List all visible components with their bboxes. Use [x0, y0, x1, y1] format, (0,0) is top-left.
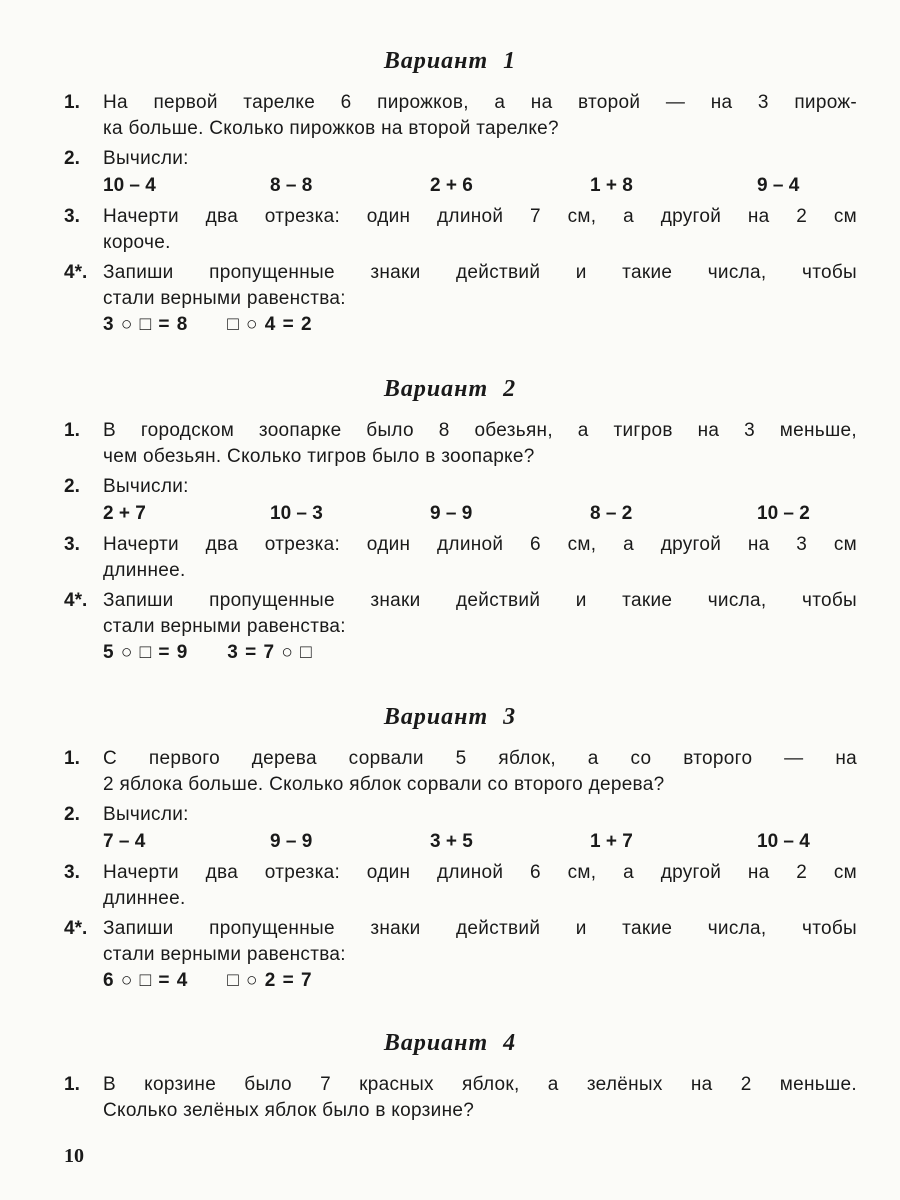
task-text-line: В корзине было 7 красных яблок, а зелёных на 2 меньше. — [103, 1074, 857, 1095]
task-text-line: ка больше. Сколько пирожков на второй тарелке? — [103, 118, 559, 139]
task-item — [0, 916, 857, 994]
task-item — [0, 1072, 857, 1124]
variant-title: Вариант 2 — [383, 376, 517, 402]
task-text-line: 2 яблока больше. Сколько яблок сорвали со второго дерева? — [103, 774, 665, 795]
calc-expression: 10 – 2 — [757, 503, 810, 524]
task-text-line: длиннее. — [103, 560, 186, 581]
task-text-line: короче. — [103, 232, 171, 253]
task-number: 4*. — [64, 262, 88, 283]
calc-expression: 2 + 6 — [430, 175, 473, 196]
task-item — [0, 474, 857, 528]
task-text-line: стали верными равенства: — [103, 616, 346, 637]
equation-row — [103, 640, 857, 666]
calc-expression: 9 – 9 — [430, 503, 473, 524]
calc-expression: 1 + 8 — [590, 175, 633, 196]
calc-row — [103, 500, 857, 528]
calc-row — [103, 172, 857, 200]
task-text-line: На первой тарелке 6 пирожков, а на второй — на 3 пирож- — [103, 92, 857, 113]
variant-title: Вариант 3 — [383, 704, 517, 730]
task-text-line: Вычисли: — [103, 804, 189, 825]
task-item — [0, 90, 857, 142]
equation-row — [103, 312, 857, 338]
task-text-line: стали верными равенства: — [103, 944, 346, 965]
variant-3 — [0, 700, 900, 998]
calc-expression: 3 + 5 — [430, 831, 473, 852]
task-number: 3. — [64, 862, 80, 883]
calc-expression: 9 – 4 — [757, 175, 800, 196]
variant-2 — [0, 372, 900, 670]
task-item — [0, 418, 857, 470]
variant-1 — [0, 44, 900, 342]
calc-expression: 8 – 8 — [270, 175, 313, 196]
task-item — [0, 588, 857, 666]
equation-row — [103, 968, 857, 994]
calc-expression: 10 – 4 — [103, 175, 156, 196]
equation: 3 ○ □ = 8 — [103, 314, 188, 335]
task-number: 3. — [64, 534, 80, 555]
calc-expression: 8 – 2 — [590, 503, 633, 524]
task-number: 2. — [64, 148, 80, 169]
task-text-line: Начерти два отрезка: один длиной 6 см, а другой на 2 см — [103, 862, 857, 883]
task-number: 1. — [64, 420, 80, 441]
task-text-line: Вычисли: — [103, 476, 189, 497]
variant-title: Вариант 1 — [383, 48, 517, 74]
task-text-line: Запиши пропущенные знаки действий и такие числа, чтобы — [103, 918, 857, 939]
variant-4 — [0, 1026, 900, 1128]
task-item — [0, 746, 857, 798]
equation: □ ○ 2 = 7 — [227, 970, 312, 991]
task-item — [0, 146, 857, 200]
task-text-line: Вычисли: — [103, 148, 189, 169]
equation: 6 ○ □ = 4 — [103, 970, 188, 991]
calc-expression: 1 + 7 — [590, 831, 633, 852]
task-text-line: чем обезьян. Сколько тигров было в зоопарке? — [103, 446, 535, 467]
task-number: 1. — [64, 1074, 80, 1095]
task-text-line: Запиши пропущенные знаки действий и такие числа, чтобы — [103, 262, 857, 283]
task-text-line: стали верными равенства: — [103, 288, 346, 309]
task-number: 1. — [64, 748, 80, 769]
calc-expression: 10 – 4 — [757, 831, 810, 852]
calc-expression: 2 + 7 — [103, 503, 146, 524]
task-text-line: Сколько зелёных яблок было в корзине? — [103, 1100, 475, 1121]
equation: 5 ○ □ = 9 — [103, 642, 188, 663]
calc-expression: 7 – 4 — [103, 831, 146, 852]
task-item — [0, 532, 857, 584]
task-text-line: Запиши пропущенные знаки действий и такие числа, чтобы — [103, 590, 857, 611]
task-number: 4*. — [64, 590, 88, 611]
page-number: 10 — [64, 1145, 84, 1167]
task-number: 4*. — [64, 918, 88, 939]
task-text-line: С первого дерева сорвали 5 яблок, а со второго — на — [103, 748, 857, 769]
equation: 3 = 7 ○ □ — [227, 642, 312, 663]
calc-expression: 10 – 3 — [270, 503, 323, 524]
task-text-line: длиннее. — [103, 888, 186, 909]
task-item — [0, 260, 857, 338]
task-text-line: В городском зоопарке было 8 обезьян, а тигров на 3 меньше, — [103, 420, 857, 441]
task-item — [0, 204, 857, 256]
calc-expression: 9 – 9 — [270, 831, 313, 852]
task-number: 2. — [64, 804, 80, 825]
task-number: 2. — [64, 476, 80, 497]
task-item — [0, 802, 857, 856]
equation: □ ○ 4 = 2 — [227, 314, 312, 335]
task-text-line: Начерти два отрезка: один длиной 6 см, а другой на 3 см — [103, 534, 857, 555]
task-text-line: Начерти два отрезка: один длиной 7 см, а другой на 2 см — [103, 206, 857, 227]
task-number: 3. — [64, 206, 80, 227]
calc-row — [103, 828, 857, 856]
task-number: 1. — [64, 92, 80, 113]
task-item — [0, 860, 857, 912]
variant-title: Вариант 4 — [383, 1030, 517, 1056]
